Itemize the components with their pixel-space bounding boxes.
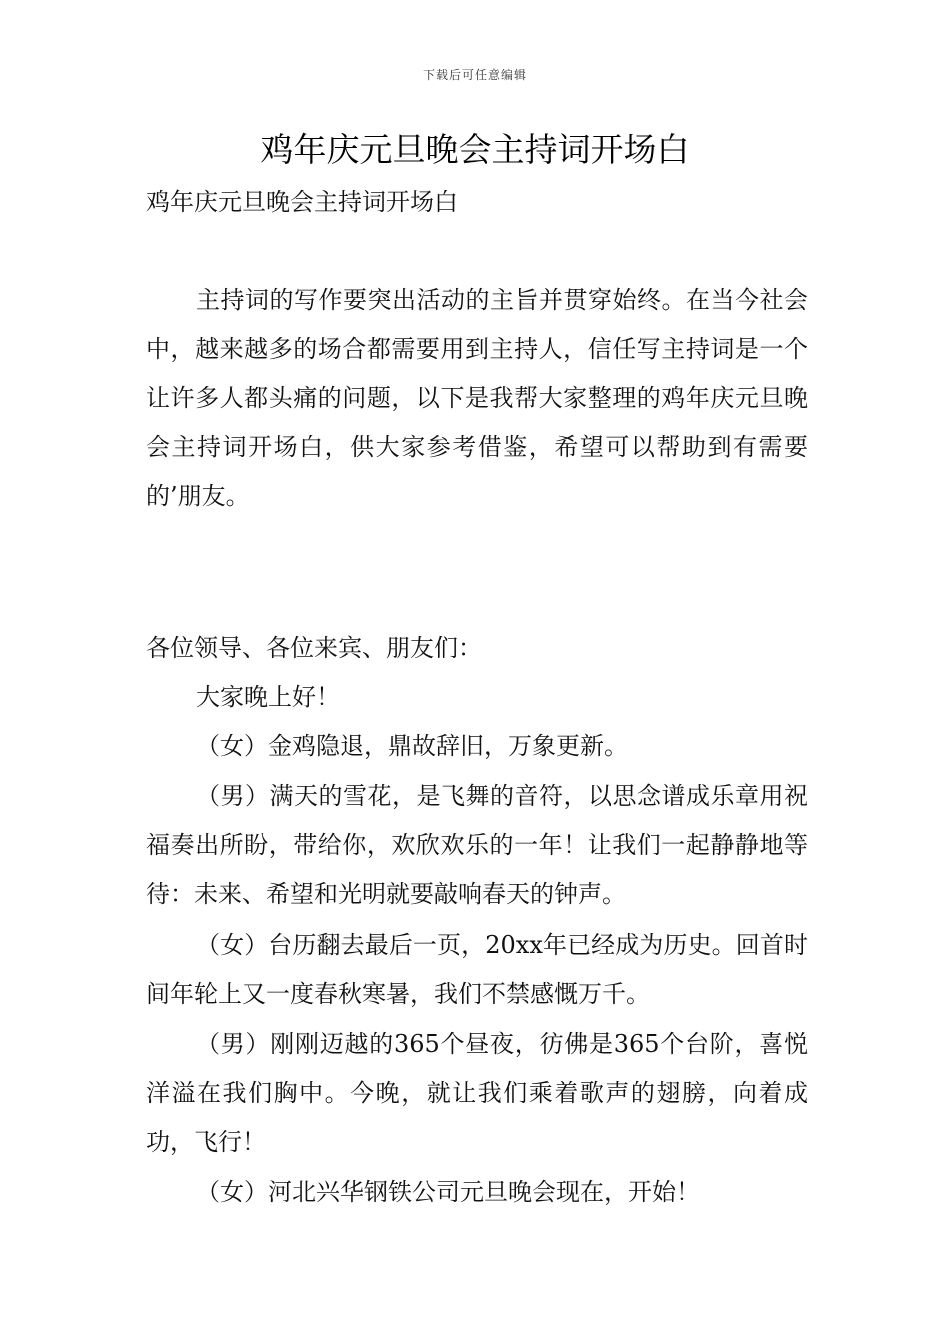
script-paragraph: （女）台历翻去最后一页，20xx年已经成为历史。回首时间年轮上又一度春秋寒暑，我们不禁感慨万千。 [146, 931, 808, 1008]
header-note: 下载后可任意编辑 [422, 68, 527, 82]
script-paragraph: （男）刚刚迈越的365个昼夜，彷佛是365个台阶，喜悦洋溢在我们胸中。今晚，就让我们乘着歌声的翅膀，向着成功，飞行！ [146, 1030, 808, 1156]
greeting-line: 各位领导、各位来宾、朋友们： [146, 634, 482, 662]
script-paragraph: （女）金鸡隐退，鼎故辞旧，万象更新。 [196, 732, 628, 760]
document-subtitle: 鸡年庆元旦晚会主持词开场白 [146, 188, 458, 216]
document-title: 鸡年庆元旦晚会主持词开场白 [260, 130, 690, 169]
script-paragraph: （女）河北兴华钢铁公司元旦晚会现在，开始！ [196, 1178, 700, 1206]
script-paragraph: （男）满天的雪花，是飞舞的音符，以思念谱成乐章用祝福奏出所盼，带给你，欢欣欢乐的一年！让我们一起静静地等待：未来、希望和光明就要敲响春天的钟声。 [146, 782, 808, 908]
script-paragraph: 大家晚上好！ [196, 683, 340, 711]
intro-paragraph: 主持词的写作要突出活动的主旨并贯穿始终。在当今社会中，越来越多的场合都需要用到主持人，信任写主持词是一个让许多人都头痛的问题，以下是我帮大家整理的鸡年庆元旦晚会主持词开场白，供大家参考借鉴，希望可以帮助到有需要的’朋友。 [146, 286, 808, 510]
